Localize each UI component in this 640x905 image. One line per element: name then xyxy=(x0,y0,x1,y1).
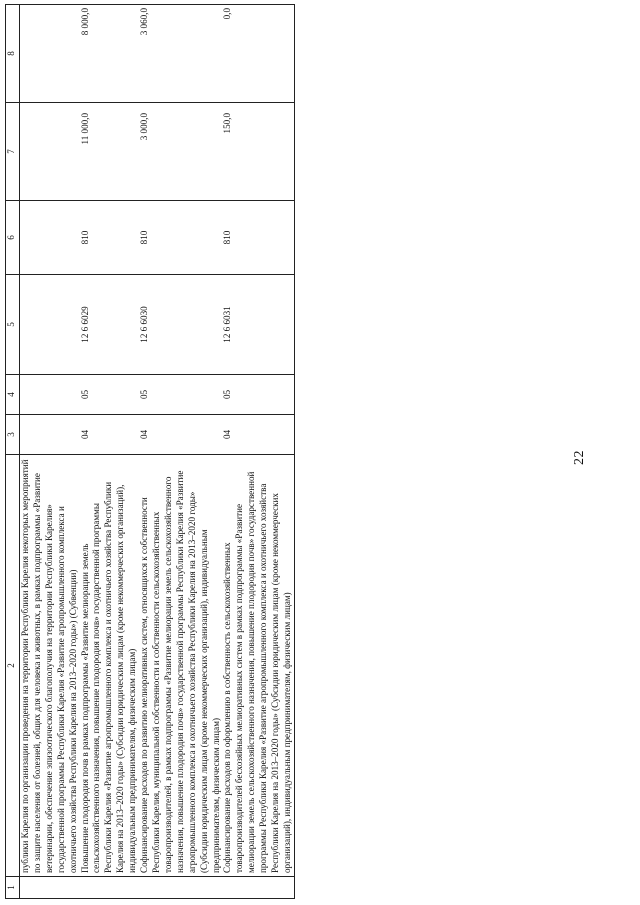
amount-first-year xyxy=(20,103,80,201)
header-cell-1: 1 xyxy=(6,877,20,899)
target-article-code xyxy=(20,275,80,375)
subsection-code xyxy=(20,375,80,415)
row-number xyxy=(80,877,140,899)
header-cell-2: 2 xyxy=(6,455,20,877)
section-code: 04 xyxy=(80,415,140,455)
expense-type-code: 810 xyxy=(139,201,222,275)
target-article-code: 12 6 6030 xyxy=(139,275,222,375)
subsection-code: 05 xyxy=(80,375,140,415)
header-cell-4: 4 xyxy=(6,375,20,415)
page-number: 22 xyxy=(572,450,587,465)
table-row xyxy=(80,5,140,899)
amount-first-year: 11 000,0 xyxy=(80,103,140,201)
header-cell-7: 7 xyxy=(6,103,20,201)
subsection-code: 05 xyxy=(139,375,222,415)
amount-second-year: 8 000,0 xyxy=(80,5,140,103)
amount-first-year: 150,0 xyxy=(222,103,294,201)
expense-description: Софинансирование расходов по оформлению в собственность сельскохозяйственных товаропроизводителей бесхозяйных мелиоративных систем в рамках подпрограммы «Развитие мелиорации земель сельскохозяйственного назначения, повышение плодородия почв» государственной программы Республики Карелия «Развитие агропромышленного комплекса и охотничьего хозяйства Республики Карелия на 2013–2020 годы» (Субсидии юридическим лицам (кроме некоммерческих организаций), индивидуальным предпринимателям, физическим лицам) xyxy=(222,455,294,877)
section-code: 04 xyxy=(139,415,222,455)
table-row xyxy=(20,5,80,899)
header-cell-6: 6 xyxy=(6,201,20,275)
expense-description: Софинансирование расходов по развитию мелиоративных систем, относящихся к собственности Республики Карелия, муниципальной собственности и собственности сельскохозяйственных товаропроизводителей, в рамках подпрограммы «Развитие мелиорации земель сельскохозяйственного назначения, повышение плодородия почв» государственной программы Республики Карелия «Развитие агропромышленного комплекса и охотничьего хозяйства Республики Карелия на 2013–2020 годы» (Субсидии юридическим лицам (кроме некоммерческих организаций), индивидуальным предпринимателям, физическим лицам) xyxy=(139,455,222,877)
header-cell-5: 5 xyxy=(6,275,20,375)
amount-second-year: 0,0 xyxy=(222,5,294,103)
section-code: 04 xyxy=(222,415,294,455)
table-row xyxy=(222,5,294,899)
expense-description: публики Карелия по организации проведения на территории Республики Карелия некоторых мероприятий по защите населения от болезней, общих для человека и животных, в рамках подпрограммы «Развитие ветеринарии, обеспечение эпизоотического благополучия на территории Республики Карелия» государственной программы Республики Карелия «Развитие агропромышленного комплекса и охотничьего хозяйства Республики Карелия на 2013–2020 годы») (Субвенции) xyxy=(20,455,80,877)
header-cell-3: 3 xyxy=(6,415,20,455)
table-row xyxy=(139,5,222,899)
target-article-code: 12 6 6031 xyxy=(222,275,294,375)
row-number xyxy=(139,877,222,899)
section-code xyxy=(20,415,80,455)
amount-first-year: 3 000,0 xyxy=(139,103,222,201)
row-number xyxy=(222,877,294,899)
budget-table xyxy=(5,4,295,899)
expense-type-code: 810 xyxy=(222,201,294,275)
header-row xyxy=(6,5,20,899)
expense-description: Повышение плодородия почв в рамках подпрограммы «Развитие мелиорации земель сельскохозяйственного назначения, повышение плодородия почв» государственной программы Республики Карелия «Развитие агропромышленного комплекса и охотничьего хозяйства Республики Карелия на 2013–2020 годы» (Субсидии юридическим лицам (кроме некоммерческих организаций), индивидуальным предпринимателям, физическим лицам) xyxy=(80,455,140,877)
subsection-code: 05 xyxy=(222,375,294,415)
row-number xyxy=(20,877,80,899)
amount-second-year: 3 060,0 xyxy=(139,5,222,103)
target-article-code: 12 6 6029 xyxy=(80,275,140,375)
header-cell-8: 8 xyxy=(6,5,20,103)
expense-type-code: 810 xyxy=(80,201,140,275)
amount-second-year xyxy=(20,5,80,103)
expense-type-code xyxy=(20,201,80,275)
